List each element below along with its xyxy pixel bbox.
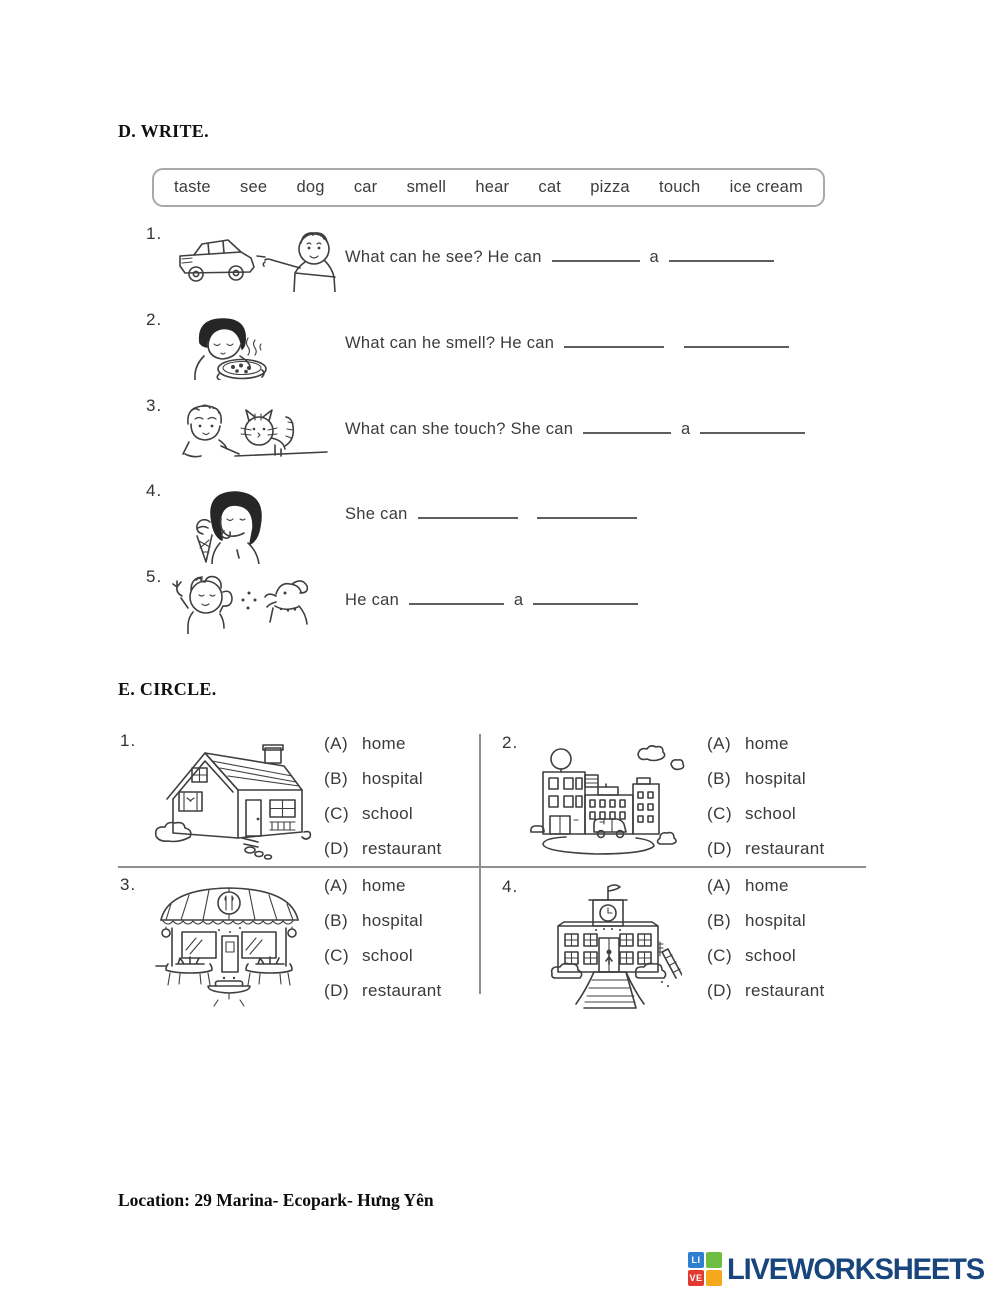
choice-option[interactable] [324,943,442,969]
choice-option[interactable] [324,873,442,899]
option-letter: (D) [707,981,733,1000]
option-label: hospital [745,911,806,930]
question-number: 2. [146,310,163,329]
word-bank-item: car [353,178,378,196]
option-letter: (C) [707,804,733,823]
word-bank-item: pizza [590,178,630,196]
question-number: 3. [120,875,137,894]
choice-option[interactable] [324,908,442,934]
answer-blank[interactable] [552,248,640,262]
choice-option[interactable] [324,731,442,757]
liveworksheets-logo[interactable] [688,1252,992,1287]
question-sentence [345,246,779,268]
option-label: home [362,734,406,753]
answer-blank[interactable] [700,420,805,434]
option-label: home [362,876,406,895]
logo-wordmark: LIVEWORKSHEETS [727,1253,984,1286]
option-label: hospital [745,769,806,788]
word-bank-item: taste [174,178,211,196]
choice-option[interactable] [707,836,825,862]
choice-option[interactable] [707,943,825,969]
question-sentence [345,589,643,611]
restaurant-illustration [146,878,312,1008]
sentence-text: What can she touch? She can [345,420,574,438]
word-bank-item: ice cream [729,178,803,196]
girl-tasting-ice-cream-illustration [182,486,282,564]
logo-tile-red: VE [688,1270,704,1286]
option-letter: (A) [324,734,349,753]
option-label: restaurant [745,839,825,858]
logo-tile-orange [706,1270,722,1286]
word-bank-item: see [240,178,268,196]
option-letter: (A) [707,734,732,753]
choice-options [707,873,825,1004]
option-label: school [362,804,413,823]
answer-blank[interactable] [564,334,664,348]
article-text: a [649,248,660,266]
article-text: a [681,420,691,438]
option-label: hospital [362,769,423,788]
choice-option[interactable] [707,978,825,1004]
answer-blank[interactable] [418,505,518,519]
answer-blank[interactable] [684,334,789,348]
section-d-heading: D. WRITE. [118,121,209,141]
question-number: 4. [146,481,163,500]
choice-option[interactable] [324,836,442,862]
boy-pointing-at-car-illustration [172,228,350,292]
answer-blank[interactable] [669,248,774,262]
girl-touching-cat-illustration [175,402,333,466]
option-letter: (D) [324,839,350,858]
question-number: 4. [502,877,519,896]
answer-blank[interactable] [583,420,671,434]
section-e-heading: E. CIRCLE. [118,679,217,699]
question-number: 1. [120,731,137,750]
word-bank-item: touch [659,178,701,196]
sentence-text: What can he see? He can [345,248,542,266]
word-bank-item: cat [538,178,562,196]
option-letter: (B) [707,769,732,788]
option-label: restaurant [745,981,825,1000]
word-bank [152,168,825,207]
option-letter: (D) [707,839,733,858]
choice-option[interactable] [707,766,825,792]
location-note: Location: 29 Marina- Ecopark- Hưng Yên [118,1190,434,1210]
option-label: home [745,876,789,895]
option-label: restaurant [362,981,442,1000]
question-sentence [345,332,794,354]
answer-blank[interactable] [537,505,637,519]
school-building-illustration [534,882,682,1012]
word-bank-item: smell [406,178,447,196]
option-label: home [745,734,789,753]
question-sentence [345,418,810,440]
liveworksheets-logo-icon [688,1252,723,1287]
option-label: school [745,946,796,965]
word-bank-item: hear [475,178,510,196]
question-number: 2. [502,733,519,752]
hospital-buildings-illustration [526,742,688,858]
choice-options [324,873,442,1004]
question-sentence [345,503,642,525]
grid-vertical-divider [479,734,481,994]
option-letter: (D) [324,981,350,1000]
choice-option[interactable] [324,801,442,827]
article-text: a [513,591,524,609]
question-number: 1. [146,224,163,243]
option-letter: (B) [324,769,349,788]
option-letter: (B) [707,911,732,930]
choice-option[interactable] [707,873,825,899]
choice-options [707,731,825,862]
choice-option[interactable] [707,908,825,934]
sentence-text: He can [345,591,400,609]
logo-tile-green [706,1252,722,1268]
house-illustration [146,740,312,862]
sentence-text: She can [345,505,408,523]
grid-horizontal-divider [118,866,866,868]
choice-option[interactable] [324,766,442,792]
option-letter: (A) [324,876,349,895]
option-label: hospital [362,911,423,930]
option-letter: (C) [324,946,350,965]
option-label: school [745,804,796,823]
boy-smelling-pizza-illustration [186,316,276,380]
option-letter: (A) [707,876,732,895]
choice-options [324,731,442,862]
option-letter: (B) [324,911,349,930]
answer-blank[interactable] [533,591,638,605]
answer-blank[interactable] [409,591,504,605]
option-letter: (C) [707,946,733,965]
question-number: 5. [146,567,163,586]
choice-option[interactable] [707,801,825,827]
option-label: school [362,946,413,965]
logo-tile-blue: LI [688,1252,704,1268]
choice-option[interactable] [707,731,825,757]
option-letter: (C) [324,804,350,823]
word-bank-item: dog [296,178,325,196]
option-label: restaurant [362,839,442,858]
boy-hearing-dog-bark-illustration [168,570,326,634]
choice-option[interactable] [324,978,442,1004]
sentence-text: What can he smell? He can [345,334,555,352]
question-number: 3. [146,396,163,415]
